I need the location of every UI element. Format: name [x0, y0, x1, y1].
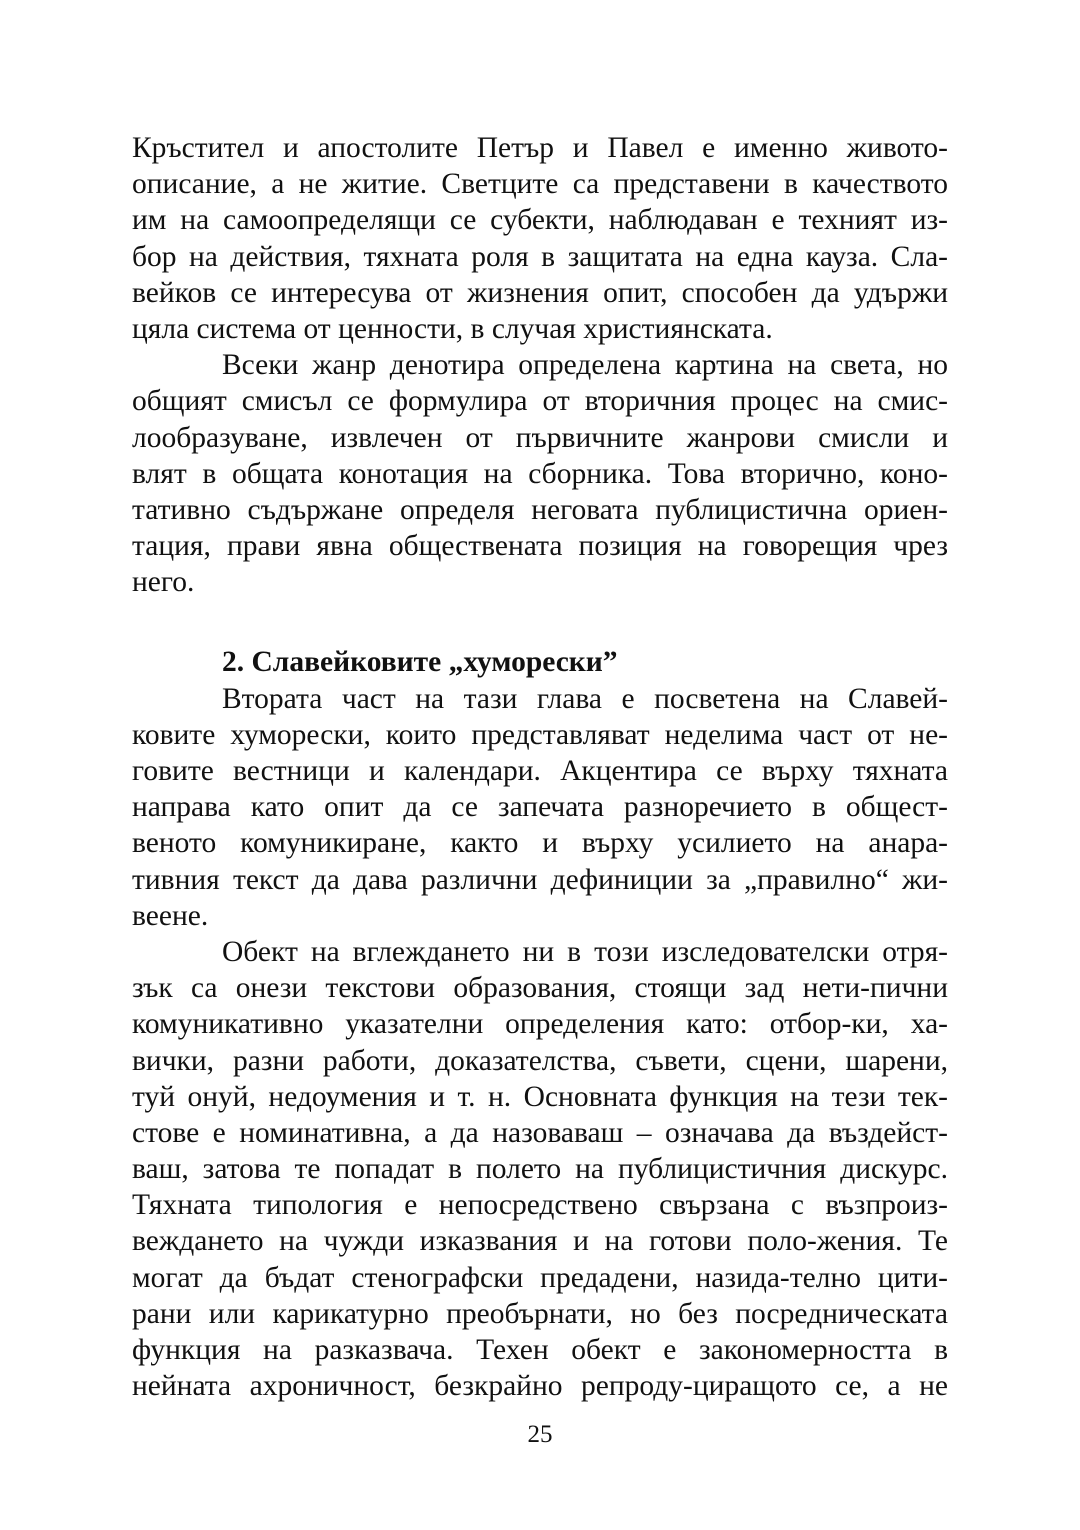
text-line: Обект на вглеждането ни в този изследователски отря-	[222, 935, 948, 968]
text-line: тативно съдържане определя неговата публицистична ориен-	[132, 493, 948, 526]
text-line: тация, прави явна обществената позиция на говорещия чрез	[132, 530, 948, 563]
text-line: общият смисъл се формулира от вторичния процес на смис-	[132, 385, 948, 418]
text-line: ковите хуморески, които представляват неделима част от не-	[132, 718, 948, 751]
text-line: туй онуй, недоумения и т. н. Основната функция на тези тек-	[132, 1080, 948, 1113]
page-body	[132, 130, 948, 1404]
text-line: вички, разни работи, доказателства, съвети, сцени, шарени,	[132, 1044, 948, 1077]
text-line: тивния текст да дава различни дефиниции за „правилно“ жи-	[132, 863, 948, 896]
section-gap	[132, 600, 948, 638]
text-line: цяла система от ценности, в случая християнската.	[132, 312, 773, 345]
text-line: вейков се интересува от жизнения опит, способен да удържи	[132, 276, 948, 309]
text-line: него.	[132, 566, 195, 599]
text-line: Тяхната типология е непосредствено свързана с възпроиз-	[132, 1189, 948, 1222]
text-line: влят в общата конотация на сборника. Това вторично, коно-	[132, 457, 948, 490]
text-line: направа като опит да се запечата разноречието в общест-	[132, 791, 948, 824]
text-line: бор на действия, тяхната роля в защитата на една кауза. Сла-	[132, 240, 948, 273]
text-line: нейната ахроничност, безкрайно репроду-циращото се, а не	[132, 1370, 948, 1403]
text-line: описание, а не житие. Светците са представени в качеството	[132, 168, 948, 201]
text-line: веене.	[132, 899, 209, 932]
text-line: Всеки жанр денотира определена картина на света, но	[222, 349, 948, 382]
page-number: 25	[527, 1421, 553, 1448]
text-line: ваш, затова те попадат в полето на публицистичния дискурс.	[132, 1153, 948, 1186]
text-line: стове е номинативна, а да назоваваш – означава да въздейст-	[132, 1116, 948, 1149]
text-line: Втората част на тази глава е посветена на Славей-	[222, 682, 948, 715]
text-line: комуникативно указателни определения като: отбор-ки, ха-	[132, 1008, 948, 1041]
paragraph-3	[132, 681, 948, 934]
text-line: вежданeто на чужди изказвания и на готови поло-жения. Те	[132, 1225, 948, 1258]
text-line: Кръстител и апостолите Петър и Павел е именно живото-	[132, 132, 948, 164]
section-heading: 2. Славейковите „хуморески”	[222, 646, 618, 679]
paragraph-2	[132, 347, 948, 600]
paragraph-4	[132, 934, 948, 1404]
text-line: функция на разказвача. Техен обект е закономерността в	[132, 1334, 948, 1366]
text-line: рани или карикатурно преобърнати, но без посредническата	[132, 1297, 948, 1330]
text-line: веното комуникиране, както и върху усилието на анара-	[132, 827, 948, 860]
text-line: зък са онези текстови образования, стоящи зад нети-пични	[132, 972, 948, 1005]
text-line: могат да бъдат стенографски предадени, назида-телно цити-	[132, 1261, 948, 1294]
paragraph-1	[132, 130, 948, 347]
text-line: говите вестници и календари. Акцентира се върху тяхната	[132, 755, 948, 787]
text-line: лообразуване, извлечен от първичните жанрови смисли и	[132, 421, 948, 454]
text-line: им на самоопределящи се субекти, наблюдаван е техният из-	[132, 204, 948, 237]
